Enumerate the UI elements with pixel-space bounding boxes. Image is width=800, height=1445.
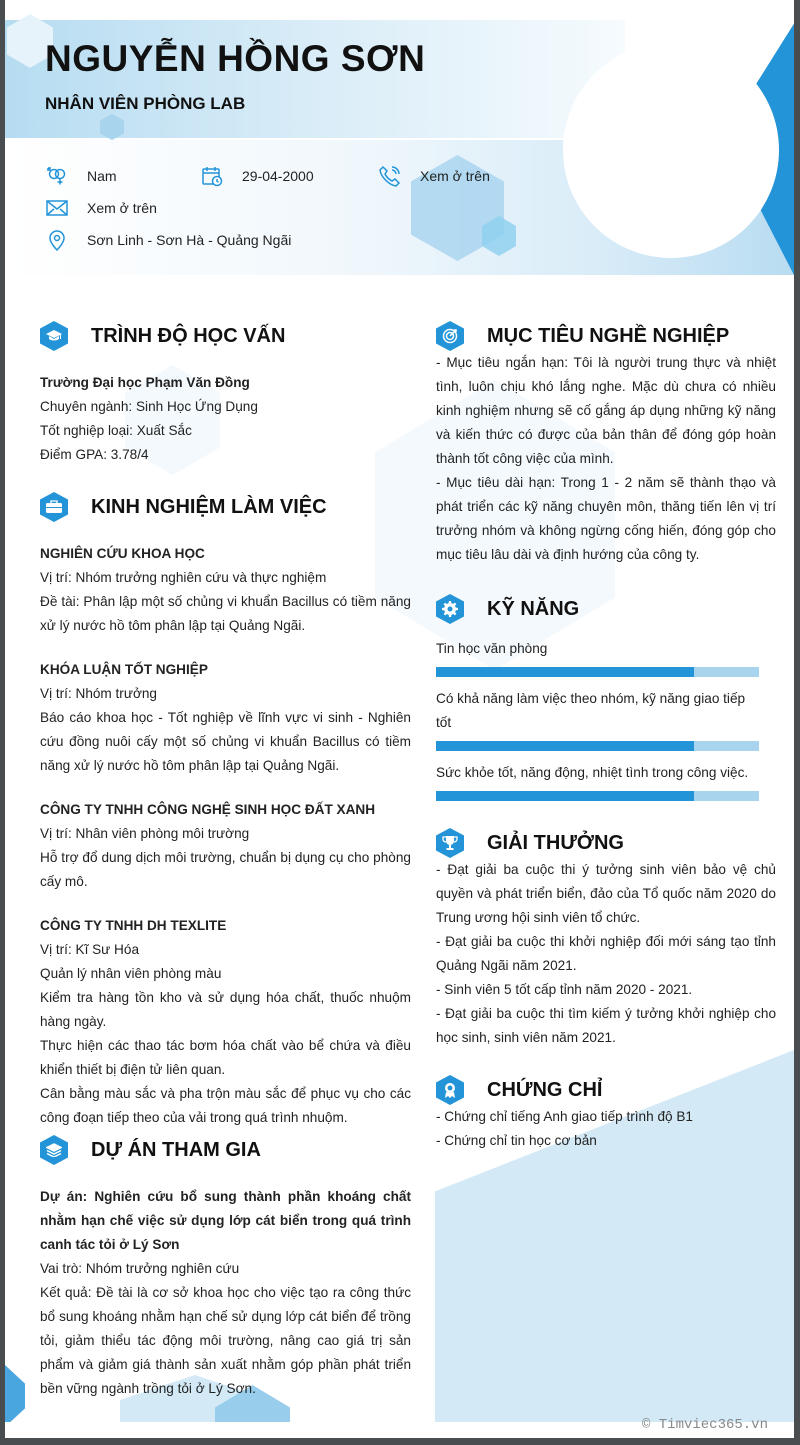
section-skills-header	[436, 594, 579, 624]
school-name: Trường Đại học Phạm Văn Đồng	[40, 375, 250, 390]
candidate-name: NGUYỄN HỒNG SƠN	[45, 38, 426, 79]
phone-icon	[378, 165, 402, 187]
objective-content	[436, 351, 776, 567]
target-icon	[436, 321, 464, 351]
major: Chuyên ngành: Sinh Học Ứng Dụng	[40, 399, 258, 414]
section-title: KỸ NĂNG	[487, 597, 580, 620]
skill-progress-bar	[436, 667, 759, 677]
layers-icon	[40, 1135, 68, 1165]
skill-item: Có khả năng làm việc theo nhóm, kỹ năng giao tiếp tốt	[436, 687, 759, 751]
project-role: Vai trò: Nhóm trưởng nghiên cứu	[40, 1261, 240, 1276]
job-title: NHÂN VIÊN PHÒNG LAB	[45, 94, 246, 113]
cv-page	[5, 0, 794, 1438]
section-title: CHỨNG CHỈ	[487, 1078, 603, 1101]
award-item: - Đạt giải ba cuộc thi ý tưởng sinh viên bảo vệ chủ quyền và phát triển biển, đảo của Tổ quốc năm 2020 do Trung ương hội sinh viên tổ chức.	[436, 862, 776, 925]
experience-item: CÔNG TY TNHH CÔNG NGHỆ SINH HỌC ĐẤT XANH Vị trí: Nhân viên phòng môi trường Hỗ trợ đổ dung dịch môi trường, chuẩn bị dụng cụ cho phòng cấy mô.	[40, 802, 411, 889]
decor-shape	[5, 1365, 25, 1427]
avatar[interactable]	[563, 42, 779, 258]
briefcase-icon	[40, 492, 68, 522]
education-content	[40, 371, 411, 467]
experience-item: CÔNG TY TNHH DH TEXLITE Vị trí: Kĩ Sư Hóa Quản lý nhân viên phòng màu Kiểm tra hàng tồn kho và sử dụng hóa chất, thuốc nhuộm hàng ngày. Thực hiện các thao tác bơm hóa chất vào bể chứa và điều khiển thiết bị điện tử liên quan. Cân bằng màu sắc và pha trộn màu sắc để phục vụ cho các công đoạn tiếp theo của vải trong quá trình nhuộm.	[40, 918, 411, 1125]
section-certificates-header	[436, 1075, 602, 1105]
gpa: Điểm GPA: 3.78/4	[40, 447, 149, 462]
awards-content	[436, 858, 776, 1050]
skill-progress-bar	[436, 791, 759, 801]
experience-content	[40, 542, 411, 1130]
trophy-icon	[436, 828, 464, 858]
section-experience-header	[40, 492, 327, 522]
section-title: DỰ ÁN THAM GIA	[91, 1138, 261, 1161]
contact-gender: Nam	[45, 165, 117, 187]
skills-content	[436, 637, 759, 811]
section-projects-header	[40, 1135, 261, 1165]
section-education-header	[40, 321, 285, 351]
graduation-grade: Tốt nghiệp loại: Xuất Sắc	[40, 423, 192, 438]
skill-item: Sức khỏe tốt, năng động, nhiệt tình trong công việc.	[436, 761, 759, 801]
location-icon	[45, 229, 69, 251]
award-item: - Đạt giải ba cuộc thi khởi nghiệp đối mới sáng tạo tỉnh Quảng Ngãi năm 2021.	[436, 934, 776, 973]
certificate-item: - Chứng chỉ tin học cơ bản	[436, 1133, 597, 1148]
section-title: GIẢI THƯỞNG	[487, 831, 624, 854]
section-awards-header	[436, 828, 624, 858]
objective-short-term: - Mục tiêu ngắn hạn: Tôi là người trung thực và nhiệt tình, luôn chịu khó lắng nghe. Mặc dù chưa có nhiều kinh nghiệm nhưng sẽ cố gắng áp dụng những kỹ năng và kiến thức có được của bản thân để đóng góp hoàn thành tốt công việc của mình.	[436, 355, 776, 466]
medal-icon	[436, 1075, 464, 1105]
certificates-content	[436, 1105, 776, 1153]
section-objective-header	[436, 321, 729, 351]
award-item: - Đạt giải ba cuộc thi tìm kiếm ý tưởng khởi nghiệp cho học sinh, sinh viên năm 2021.	[436, 1006, 776, 1045]
skill-progress-bar	[436, 741, 759, 751]
experience-item: KHÓA LUẬN TỐT NGHIỆP Vị trí: Nhóm trưởng Báo cáo khoa học - Tốt nghiệp về lĩnh vực vi sinh - Nghiên cứu đồng nuôi cấy một số chủng vi khuẩn Bacillus có tiềm năng xử lý nước hồ tôm phân lập tại Quảng Ngãi.	[40, 662, 411, 773]
contact-birthday: 29-04-2000	[200, 165, 314, 187]
gear-icon	[436, 594, 464, 624]
watermark: © Timviec365.vn	[641, 1417, 768, 1433]
contact-address: Sơn Linh - Sơn Hà - Quảng Ngãi	[45, 229, 291, 251]
calendar-icon	[200, 165, 224, 187]
certificate-item: - Chứng chỉ tiếng Anh giao tiếp trình độ B1	[436, 1109, 693, 1124]
section-title: KINH NGHIỆM LÀM VIỆC	[91, 495, 327, 518]
graduation-cap-icon	[40, 321, 68, 351]
email-icon	[45, 197, 69, 219]
award-item: - Sinh viên 5 tốt cấp tỉnh năm 2020 - 2021.	[436, 982, 693, 997]
contact-phone: Xem ở trên	[378, 165, 490, 187]
experience-item: NGHIÊN CỨU KHOA HỌC Vị trí: Nhóm trưởng nghiên cứu và thực nghiệm Đề tài: Phân lập một số chủng vi khuẩn Bacillus có tiềm năng xử lý nước hồ tôm phân lập tại Quảng Ngãi.	[40, 546, 411, 633]
gender-icon	[45, 165, 69, 187]
section-title: MỤC TIÊU NGHỀ NGHIỆP	[487, 324, 730, 347]
objective-long-term: - Mục tiêu dài hạn: Trong 1 - 2 năm sẽ thành thạo và phát triển các kỹ năng chuyên môn, thăng tiến lên vị trí trưởng nhóm và không ngừng cống hiến, đóng góp cho mục tiêu lâu dài và định hướng của công ty.	[436, 475, 776, 562]
skill-item: Tin học văn phòng	[436, 637, 759, 677]
section-title: TRÌNH ĐỘ HỌC VẤN	[91, 324, 286, 347]
project-name: Dự án: Nghiên cứu bổ sung thành phần khoáng chất nhằm hạn chế việc sử dụng lớp cát biển trong quá trình canh tác tỏi ở Lý Sơn	[40, 1189, 411, 1252]
projects-content	[40, 1185, 411, 1401]
project-result: Kết quả: Đề tài là cơ sở khoa học cho việc tạo ra công thức bổ sung khoáng nhằm hạn chế sử dụng lớp cát biển để trồng tỏi, giảm thiểu tác động môi trường, nâng cao giá trị sản phẩm và giảm giá thành sản xuất nhằm góp phần phát triển bền vững ngành trồng tỏi ở Lý Sơn.	[40, 1285, 411, 1396]
contact-email: Xem ở trên	[45, 197, 157, 219]
